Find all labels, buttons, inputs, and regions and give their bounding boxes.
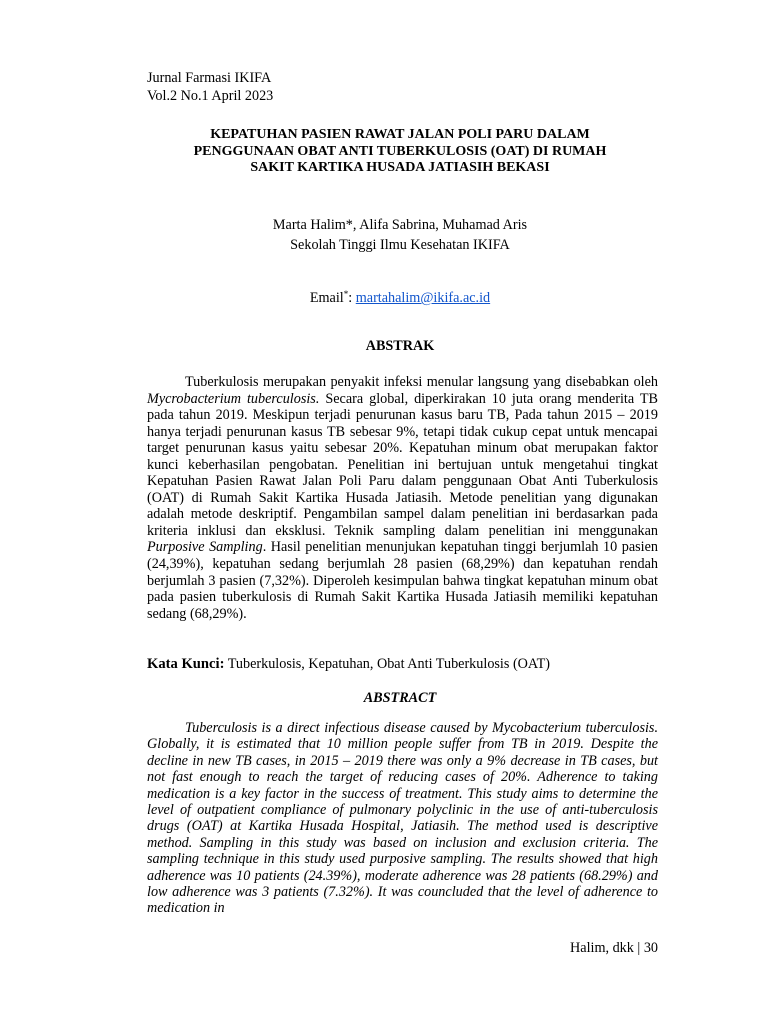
keywords-line — [147, 655, 658, 673]
author-list: Marta Halim*, Alifa Sabrina, Muhamad Aris — [272, 217, 528, 233]
title-line: PENGGUNAAN OBAT ANTI TUBERKULOSIS (OAT) DI RUMAH — [193, 143, 607, 159]
page-number: 30 — [643, 940, 658, 956]
journal-header — [147, 69, 273, 105]
abstract-paragraph: Tuberculosis is a direct infectious disease caused by Mycobacterium tuberculosis. Globally, it is estimated that 10 million people suffer from TB in 2019. Despite the decline in new TB cases, in 2015 – 2019 there was only a 9% decrease in TB cases, but not fast enough to reach the target of reducing cases of 20%. Adherence to taking medication is a key factor in the success of treatment. This study aims to determine the level of outpatient compliance of pulmonary polyclinic in the use of anti-tuberculosis drugs (OAT) at Kartika Husada Hospital, Jatiasih. The method used is descriptive method. Sampling in this study was based on inclusion and exclusion criteria. The sampling technique in this study used purposive sampling. The results showed that high adherence was 10 patients (24.39%), moderate adherence was 28 patients (68.29%) and low adherence was 3 patients (7.32%). It was councluded that the level of adherence to medication in — [147, 720, 658, 917]
abstrak-italic-species: Mycrobacterium tuberculosis. — [147, 390, 320, 407]
footer-divider: | — [633, 940, 644, 956]
footer-author: Halim, dkk — [570, 940, 634, 956]
journal-name: Jurnal Farmasi IKIFA — [147, 70, 272, 86]
title-line: SAKIT KARTIKA HUSADA JATIASIH BEKASI — [250, 160, 550, 175]
email-label: Email — [309, 290, 344, 306]
email-line — [110, 288, 690, 308]
page-footer — [570, 940, 658, 957]
email-separator: : — [348, 290, 356, 306]
email-marker: * — [343, 289, 349, 299]
journal-issue: Vol.2 No.1 April 2023 — [147, 88, 274, 104]
abstrak-text: Secara global, diperkirakan 10 juta orang menderita TB pada tahun 2019. Meskipun terjadi penurunan kasus baru TB, Pada tahun 2015 – 2019 hanya terjadi penurunan kasus TB sebesar 9%, tetapi tidak cukup cepat untuk mencapai target penurunan kasus yaitu sebesar 20%. Kepatuhan minum obat merupakan faktor kunci keberhasilan pengobatan. Penelitian ini bertujuan untuk mengetahui tingkat Kepatuhan Pasien Rawat Jalan Poli Paru dalam penggunaan Obat Anti Tuberkulosis (OAT) di Rumah Sakit Kartika Husada Jatiasih. Metode penelitian yang digunakan adalah metode deskriptif. Pengambilan sampel dalam penelitian ini berdasarkan pada kriteria inklusi dan eksklusi. Teknik sampling dalam penelitian ini menggunakan — [147, 390, 658, 539]
author-affiliation: Sekolah Tinggi Ilmu Kesehatan IKIFA — [290, 237, 510, 253]
email-link[interactable]: martahalim@ikifa.ac.id — [355, 290, 491, 306]
abstrak-paragraph — [147, 374, 658, 622]
paper-title — [110, 127, 690, 177]
abstract-heading: ABSTRACT — [363, 690, 437, 706]
abstrak-heading: ABSTRAK — [365, 338, 435, 354]
author-block — [110, 215, 690, 255]
abstrak-text: . Hasil penelitian menunjukan kepatuhan tinggi berjumlah 10 pasien (24,39%), kepatuhan sedang berjumlah 28 pasien (68,29%) dan kepatuhan rendah berjumlah 3 pasien (7,32%). Diperoleh kesimpulan bahwa tingkat kepatuhan minum obat pada pasien tuberkulosis di Rumah Sakit Kartika Husada Jatiasih memiliki kepatuhan sedang (68,29%). — [147, 539, 659, 622]
abstrak-body — [147, 374, 658, 622]
abstrak-text: Tuberkulosis merupakan penyakit infeksi menular langsung yang disebabkan oleh — [185, 374, 658, 390]
keywords-text: Tuberkulosis, Kepatuhan, Obat Anti Tuberkulosis (OAT) — [224, 656, 550, 672]
title-line: KEPATUHAN PASIEN RAWAT JALAN POLI PARU DALAM — [210, 127, 590, 142]
abstrak-italic-method: Purposive Sampling — [147, 539, 263, 556]
keywords-label: Kata Kunci: — [147, 656, 225, 672]
abstract-body — [147, 720, 658, 917]
